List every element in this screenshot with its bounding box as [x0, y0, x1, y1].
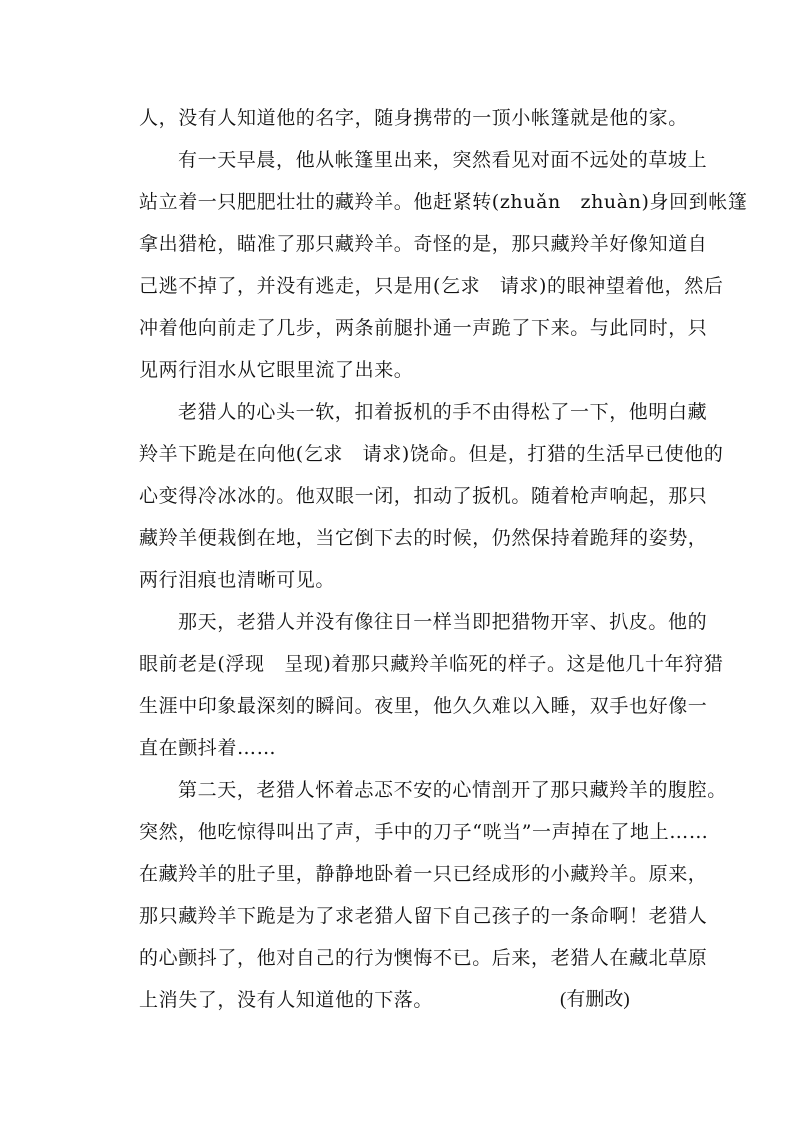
text-line: 直在颤抖着…… [139, 737, 277, 759]
text-line: 冲着他向前走了几步，两条前腿扑通一声跪了下来。与此同时，只 [139, 317, 708, 339]
text-line: 心变得冷冰冰的。他双眼一闭，扣动了扳机。随着枪声响起，那只 [139, 485, 708, 507]
text-line: 生涯中印象最深刻的瞬间。夜里，他久久难以入睡，双手也好像一 [139, 695, 708, 717]
text-line: 两行泪痕也清晰可见。 [139, 569, 336, 591]
text-line: 见两行泪水从它眼里流了出来。 [139, 359, 414, 381]
text-line: 拿出猎枪，瞄准了那只藏羚羊。奇怪的是，那只藏羚羊好像知道自 [139, 233, 708, 255]
text-line: 那只藏羚羊下跪是为了求老猎人留下自己孩子的一条命啊！老猎人 [139, 905, 708, 927]
source-credit: (有删改) [560, 989, 630, 1010]
text-line: 站立着一只肥肥壮壮的藏羚羊。他赶紧转(zhuǎn zhuàn)身回到帐篷 [139, 191, 748, 213]
text-line: 人，没有人知道他的名字，随身携带的一顶小帐篷就是他的家。 [139, 107, 688, 129]
text-line: 突然，他吃惊得叫出了声，手中的刀子“咣当”一声掉在了地上…… [139, 821, 709, 843]
text-line: 眼前老是(浮现 呈现)着那只藏羚羊临死的样子。这是他几十年狩猎 [139, 653, 724, 675]
paragraph-start-line: 老猎人的心头一软，扣着扳机的手不由得松了一下，他明白藏 [178, 401, 708, 423]
paragraph-start-line: 第二天，老猎人怀着忐忑不安的心情剖开了那只藏羚羊的腹腔。 [178, 779, 727, 801]
text-line: 羚羊下跪是在向他(乞求 请求)饶命。但是，打猎的生活早已使他的 [139, 443, 724, 465]
paragraph-start-line: 那天，老猎人并没有像往日一样当即把猎物开宰、扒皮。他的 [178, 611, 708, 633]
text-line: 在藏羚羊的肚子里，静静地卧着一只已经成形的小藏羚羊。原来， [139, 863, 708, 885]
paragraph-start-line: 有一天早晨，他从帐篷里出来，突然看见对面不远处的草坡上 [178, 149, 708, 171]
text-line: 己逃不掉了，并没有逃走，只是用(乞求 请求)的眼神望着他，然后 [139, 275, 724, 297]
text-line: 藏羚羊便栽倒在地，当它倒下去的时候，仍然保持着跪拜的姿势， [139, 527, 708, 549]
text-line: 的心颤抖了，他对自己的行为懊悔不已。后来，老猎人在藏北草原 [139, 947, 708, 969]
text-line: 上消失了，没有人知道他的下落。 [139, 989, 434, 1011]
